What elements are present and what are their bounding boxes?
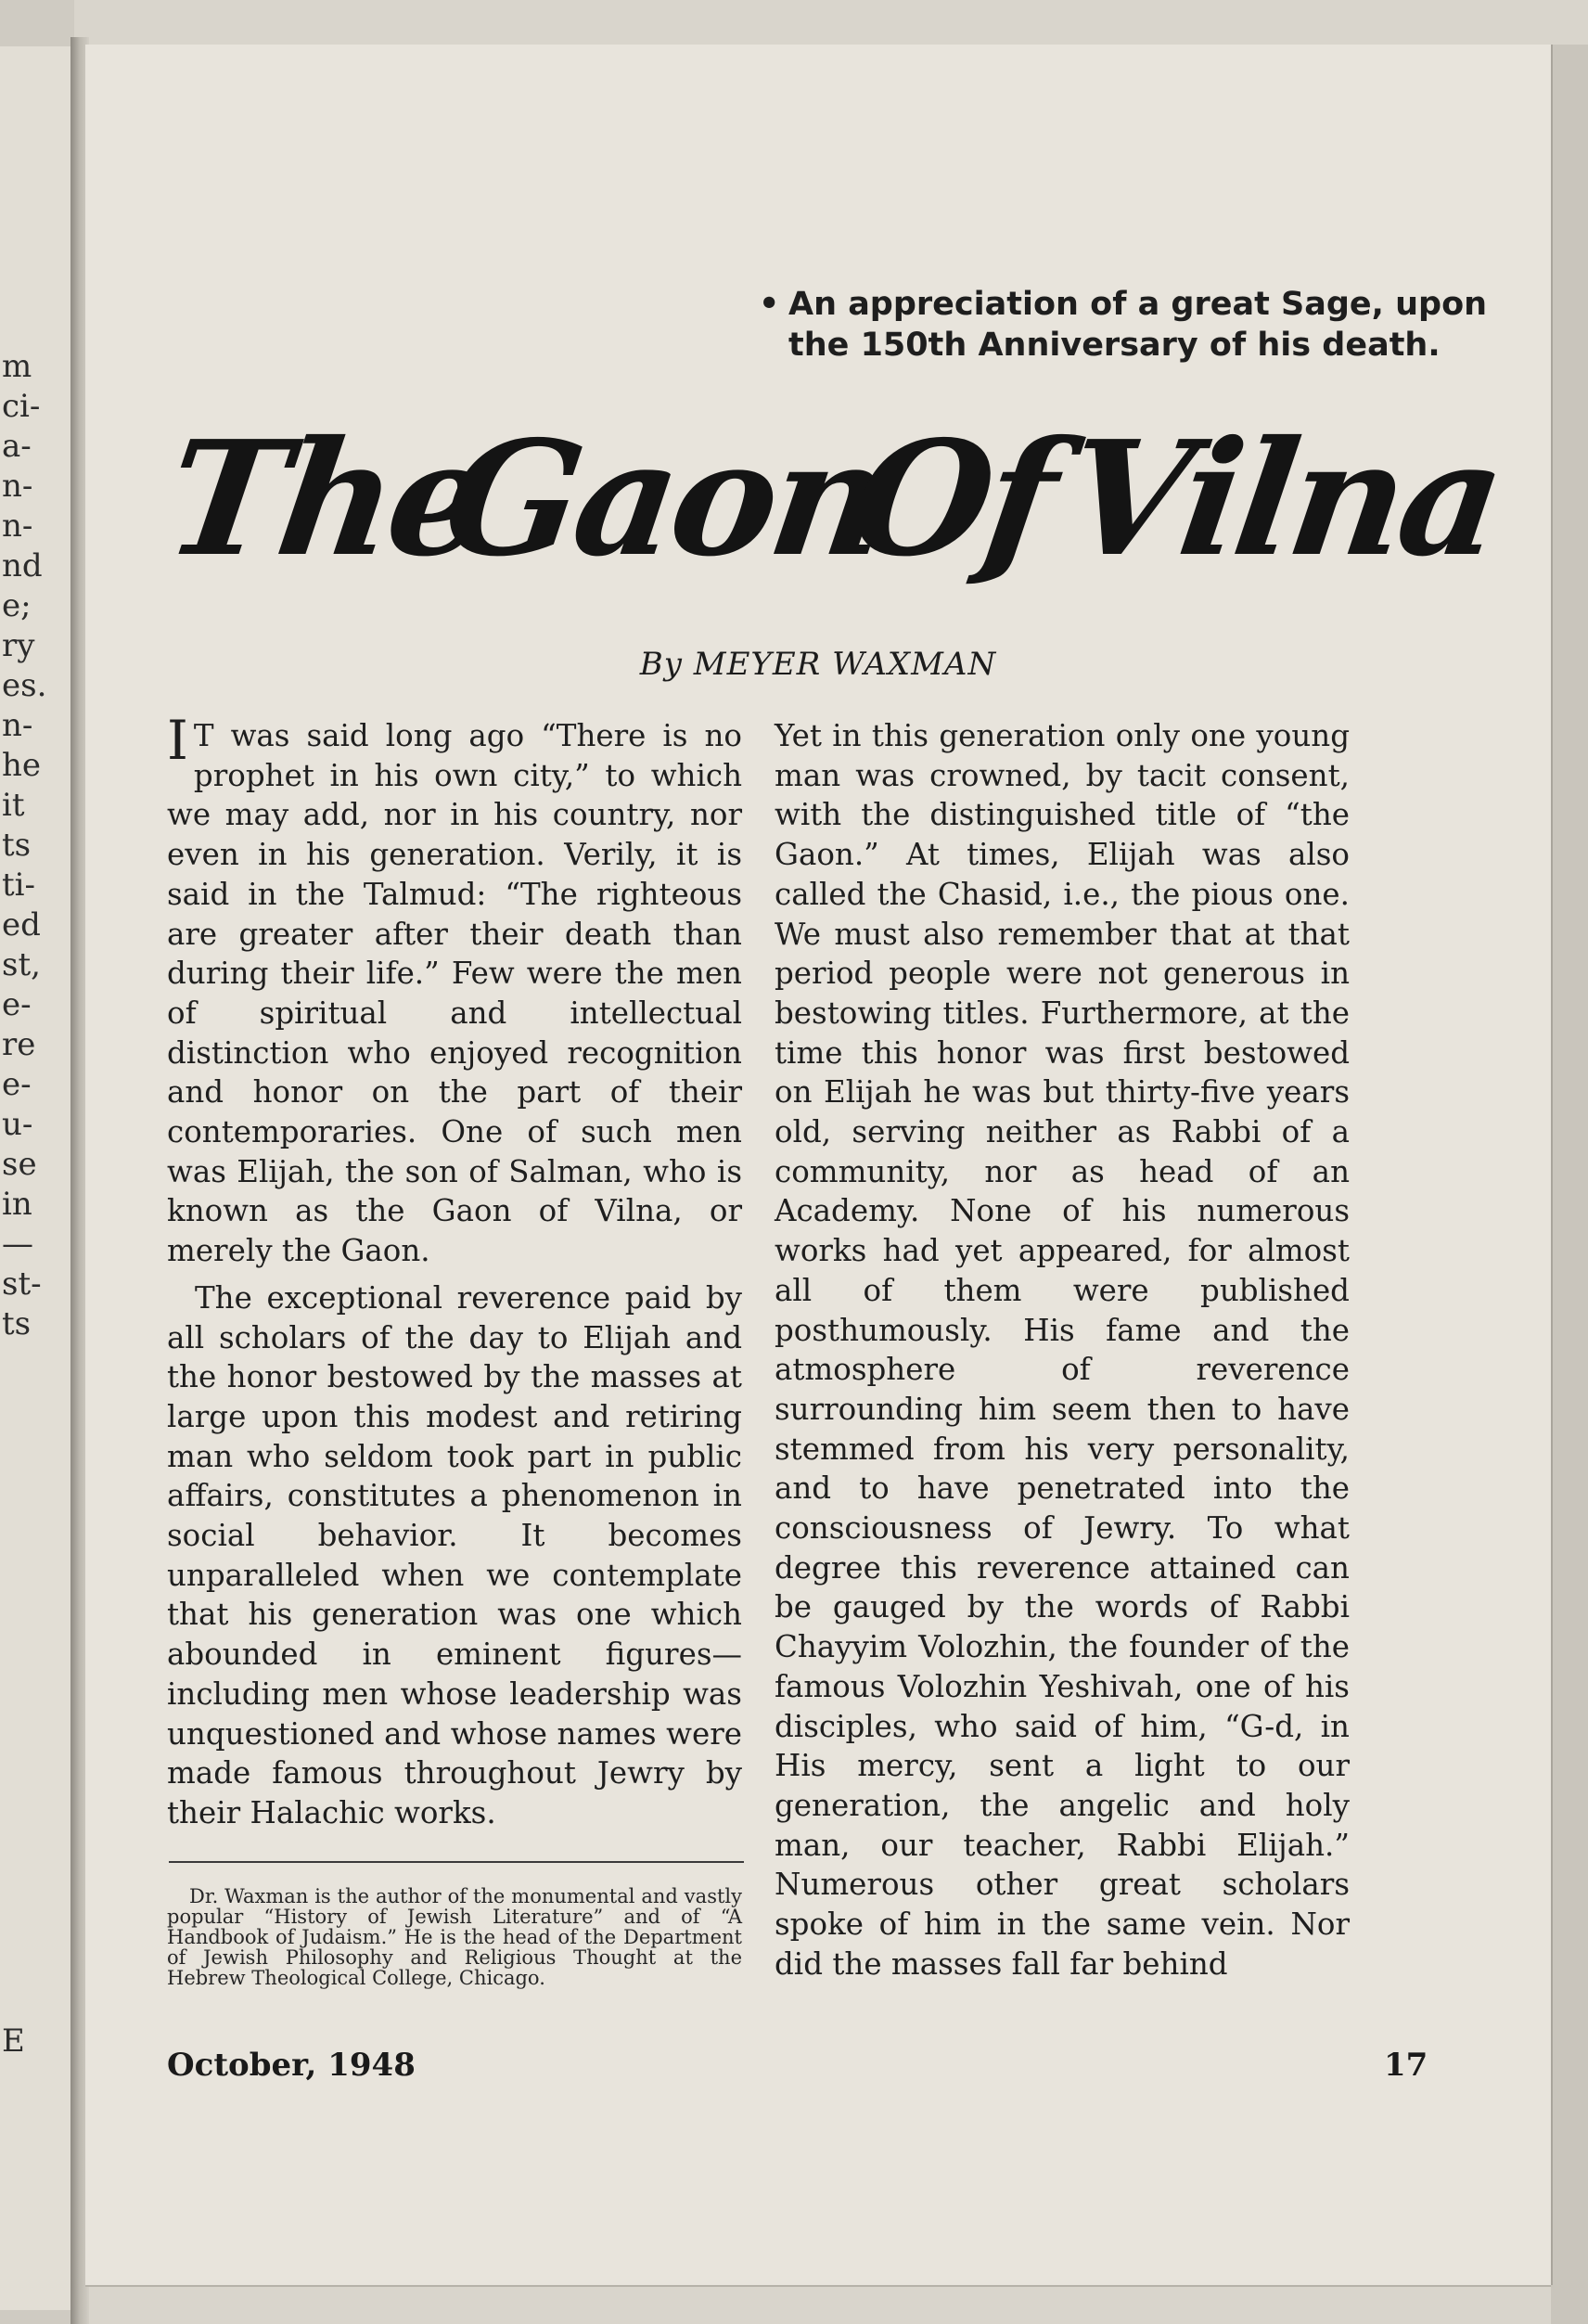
byline: By MEYER WAXMAN <box>639 646 997 683</box>
facing-fragment: ti- <box>2 867 36 904</box>
title-word: Of <box>841 406 1063 592</box>
facing-fragment: in <box>2 1186 32 1223</box>
facing-fragment: ed <box>2 906 41 944</box>
facing-fragment: se <box>2 1146 37 1183</box>
issue-date: October, 1948 <box>167 2047 416 2084</box>
facing-fragment: st, <box>2 946 41 983</box>
facing-fragment: u- <box>2 1106 33 1143</box>
title-word: Vilna <box>1055 406 1510 592</box>
footnote-rule <box>169 1861 744 1863</box>
column-left <box>167 709 742 1833</box>
paragraph: IT was said long ago “There is no prophet in his own city,” to which we may add, nor in his country, nor even in his generation. Verily, it is said in the Talmud: “The righteous are greater after their death than during their life.” Few were the men of spiritual and intellectual distinction who enjoyed recognition and honor on the part of their contemporaries. One of such men was Elijah, the son of Salman, who is known as the Gaon of Vilna, or merely the Gaon. <box>167 709 742 1269</box>
article-title <box>155 406 1510 638</box>
facing-fragment: e- <box>2 986 32 1023</box>
paragraph: Yet in this generation only one young man was crowned, by tacit consent, with the distinguished title of “the Gaon.” At times, Elijah was also called the Chasid, i.e., the pious one. We must also remember that at that period people were not generous in bestowing titles. Furthermore, at the time this honor was first bestowed on Elijah he was but thirty-five years old, serving neither as Rabbi of a community, nor as head of an Academy. None of his numerous works had yet appeared, for almost all of them were published posthumously. His fame and the atmosphere of reverence surrounding him seem then to have stemmed from his very personality, and to have penetrated into the consciousness of Jewry. To what degree this reverence attained can be gauged by the words of Rabbi Chayyim Volozhin, the founder of the famous Volozhin Yeshivah, one of his disciples, who said of him, “G-d, in His mercy, sent a light to our generation, the angelic and holy man, our teacher, Rabbi Elijah.” Numerous other great scholars spoke of him in the same vein. Nor did the masses fall far behind <box>775 718 1350 1982</box>
paragraph: The exceptional reverence paid by all scholars of the day to Elijah and the honor bestowed by the masses at large upon this modest and retiring man who seldom took part in public affairs, constitutes a phenomenon in social behavior. It becomes unparalleled when we contemplate that his generation was one which abounded in eminent figures—including men whose leadership was unquestioned and whose names were made famous throughout Jewry by their Halachic works. <box>167 1279 742 1830</box>
facing-fragment: he <box>2 747 42 784</box>
title-word: Gaon <box>433 406 895 592</box>
facing-fragment: ts <box>2 827 32 864</box>
facing-fragment: n- <box>2 507 33 545</box>
facing-fragment: ry <box>2 627 35 664</box>
page-right-edge <box>1551 45 1588 2324</box>
facing-fragment: ci- <box>2 388 41 425</box>
magazine-page <box>85 45 1551 2285</box>
facing-fragment: es. <box>2 667 47 704</box>
facing-fragment: e; <box>2 587 32 624</box>
title-word: The <box>155 406 498 592</box>
facing-fragment: e- <box>2 1066 32 1103</box>
article-tagline <box>759 284 1493 366</box>
bullet-icon: • <box>759 286 780 323</box>
column-right <box>775 716 1350 1984</box>
author-footnote <box>167 1886 742 1988</box>
facing-fragment: n- <box>2 468 33 505</box>
facing-fragment: ts <box>2 1305 32 1342</box>
facing-fragment: — <box>2 1226 33 1263</box>
page-number: 17 <box>1384 2047 1428 2084</box>
facing-fragment: st- <box>2 1265 42 1303</box>
facing-page-edge <box>0 46 72 2310</box>
facing-fragment: m <box>2 348 32 385</box>
facing-fragment: re <box>2 1026 36 1063</box>
facing-fragment: nd <box>2 547 43 584</box>
facing-fragment: it <box>2 787 25 824</box>
facing-fragment: a- <box>2 428 32 465</box>
facing-fragment: E <box>2 2022 25 2060</box>
facing-fragment: n- <box>2 707 33 744</box>
tagline-text: An appreciation of a great Sage, upon the 150th Anniversary of his death. <box>788 286 1488 364</box>
footnote-text: Dr. Waxman is the author of the monumental and vastly popular “History of Jewish Literature” and of “A Handbook of Judaism.” He is the head of the Department of Jewish Philosophy and Religious Thought at the Hebrew Theological College, Chicago. <box>167 1885 742 1989</box>
